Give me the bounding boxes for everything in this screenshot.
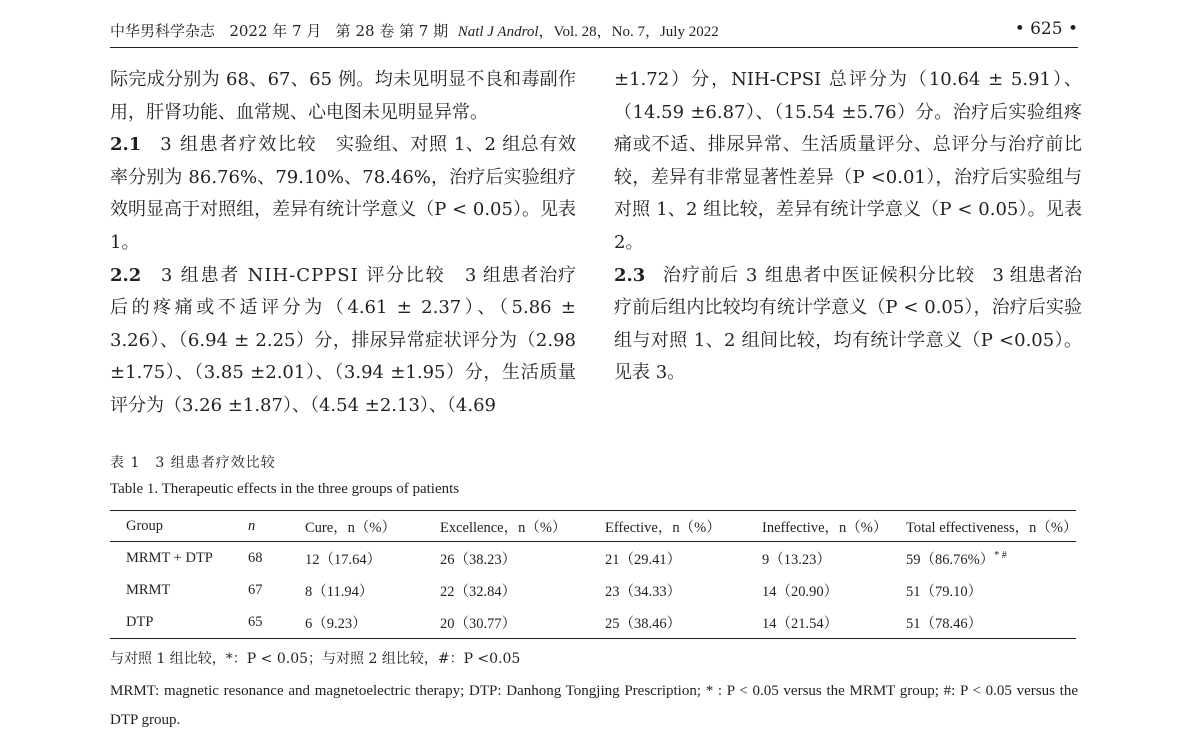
citation-en: ，Vol. 28，No. 7，July 2022 xyxy=(538,24,719,40)
table-row xyxy=(110,574,1076,606)
section-text: 实验组、对照 1、2 组总有效率分别为 86.76%、79.10%、78.46%，治疗后实验组疗效明显高于对照组，差异有统计学意义（P < 0.05）。见表 1。 xyxy=(110,134,576,253)
cell-cure: 12（17.64） xyxy=(305,551,382,568)
cell-cure: 6（9.23） xyxy=(305,606,440,639)
cell-group: MRMT xyxy=(126,581,171,598)
cell-ineffective: 9（13.23） xyxy=(762,551,831,568)
table-header-row xyxy=(110,511,1076,542)
cell-group: MRMT + DTP xyxy=(126,549,213,566)
col-header-excellence: Excellence，n（%） xyxy=(440,511,605,542)
running-header xyxy=(110,18,1078,48)
section-text: 3 组患者治疗前后组内比较均有统计学意义（P < 0.05），治疗后实验组与对照 1、2 组间比较，均有统计学意义（P <0.05）。见表 3。 xyxy=(614,264,1082,384)
cell-n: 68 xyxy=(248,549,263,566)
cell-excellence: 20（30.77） xyxy=(440,606,605,639)
page-number: • 625 • xyxy=(1014,19,1078,39)
table-caption-cn: 表 1 3 组患者疗效比较 xyxy=(110,455,276,471)
section-2-3 xyxy=(614,260,1082,390)
col-header-cure: Cure，n（%） xyxy=(305,511,440,542)
cell-excellence: 26（38.23） xyxy=(440,551,517,568)
paragraph: 际完成分别为 68、67、65 例。均未见明显不良和毒副作用，肝肾功能、血常规、心电图未见明显异常。 xyxy=(110,69,576,123)
results-table xyxy=(110,510,1076,639)
cell-total: 59（86.76%）* # xyxy=(906,549,1007,568)
table-note-en: MRMT: magnetic resonance and magnetoelectric therapy; DTP: Danhong Tongjing Prescription; * : P < 0.05 versus the MRMT group; #: P < 0.05 versus the DTP group. xyxy=(110,683,1078,728)
left-column xyxy=(110,64,576,423)
section-2-1 xyxy=(110,129,576,259)
table-row xyxy=(110,542,1076,575)
cell-ineffective: 14（20.90） xyxy=(762,583,839,600)
table-caption-en: Table 1. Therapeutic effects in the three groups of patients xyxy=(110,481,460,497)
cell-cure: 8（11.94） xyxy=(305,583,374,600)
right-column xyxy=(614,64,1082,390)
paragraph: ±1.72）分，NIH-CPSI 总评分为（10.64 ± 5.91）、（14.59 ±6.87）、（15.54 ±5.76）分。治疗后实验组疼痛或不适、排尿异常、生活质量评分、总评分与治疗前比较，差异有非常显著性差异（P <0.01），治疗后实验组与对照 1、2 组比较，差异有统计学意义（P < 0.05）。见表 2。 xyxy=(614,69,1082,253)
cell-n: 65 xyxy=(248,606,305,639)
journal-name-en: Natl J Androl xyxy=(457,24,539,40)
cell-total: 51（78.46） xyxy=(906,606,1076,639)
col-header-total: Total effectiveness，n（%） xyxy=(906,511,1076,542)
table-row xyxy=(110,606,1076,639)
header-left xyxy=(110,20,719,41)
col-header-n: n xyxy=(248,511,305,542)
section-2-2 xyxy=(110,260,576,423)
section-number: 2.1 xyxy=(110,134,142,156)
cell-n: 67 xyxy=(248,581,263,598)
col-header-group: Group xyxy=(110,511,248,542)
journal-name-cn: 中华男科学杂志 xyxy=(110,22,216,40)
cell-effective: 25（38.46） xyxy=(605,606,762,639)
section-number: 2.3 xyxy=(614,264,646,286)
cell-effective: 23（34.33） xyxy=(605,583,682,600)
volume-cn: 第 28 卷 第 7 期 xyxy=(335,22,449,40)
section-title: 3 组患者 NIH-CPPSI 评分比较 xyxy=(160,264,446,286)
col-header-effective: Effective，n（%） xyxy=(605,511,762,542)
section-title: 治疗前后 3 组患者中医证候积分比较 xyxy=(662,264,976,286)
cell-ineffective: 14（21.54） xyxy=(762,606,906,639)
col-header-ineffective: Ineffective，n（%） xyxy=(762,511,906,542)
table-note-cn: 与对照 1 组比较，*：P < 0.05；与对照 2 组比较，#：P <0.05 xyxy=(110,651,521,667)
section-number: 2.2 xyxy=(110,264,142,286)
cell-total: 51（79.10） xyxy=(906,583,983,600)
section-title: 3 组患者疗效比较 xyxy=(160,134,318,156)
cell-effective: 21（29.41） xyxy=(605,551,682,568)
section-text: 3 组患者治疗后的疼痛或不适评分为（4.61 ± 2.37）、（5.86 ± 3.26）、（6.94 ± 2.25）分，排尿异常症状评分为（2.98 ±1.75）、（3.85 ±2.01）、（3.94 ±1.95）分，生活质量评分为（3.26 ±1.87）、（4.54 ±2.13）、（4.69 xyxy=(110,264,576,416)
cell-group: DTP xyxy=(110,606,248,639)
significance-mark: * # xyxy=(994,549,1007,561)
cell-excellence: 22（32.84） xyxy=(440,583,517,600)
issue-date-cn: 2022 年 7 月 xyxy=(229,22,322,40)
